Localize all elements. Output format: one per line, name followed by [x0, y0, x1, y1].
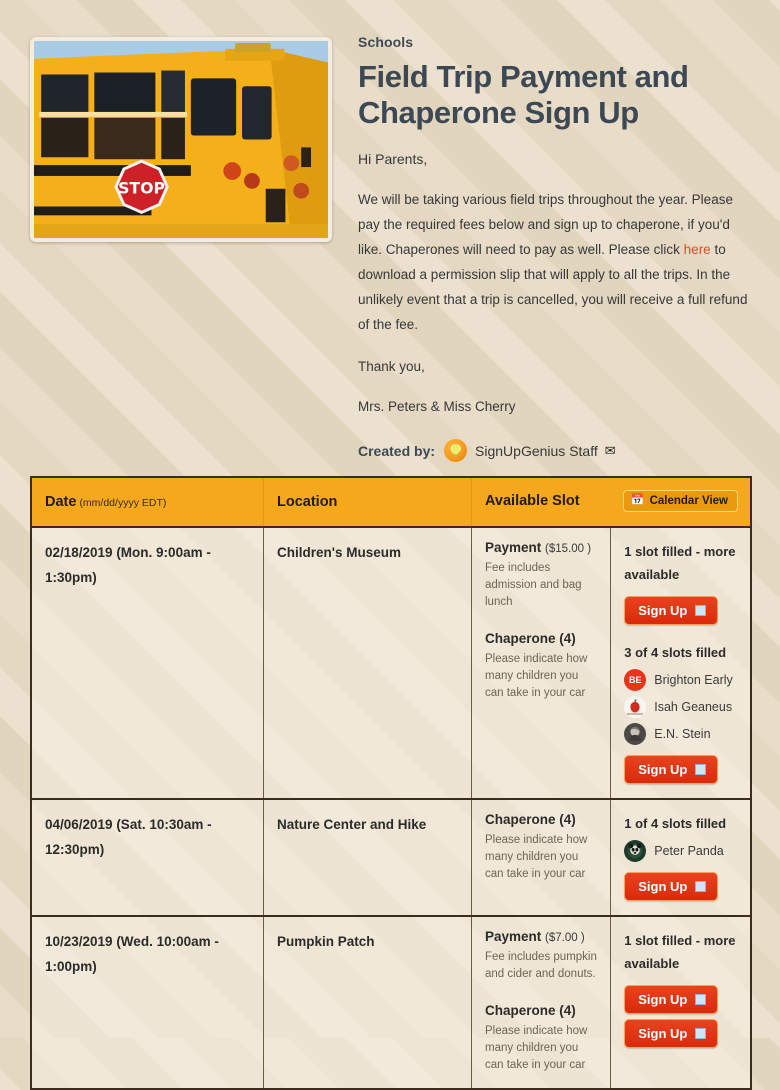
row-location-text: Children's Museum: [277, 545, 401, 560]
row-location-text: Nature Center and Hike: [277, 817, 427, 832]
signee-row: [624, 723, 738, 745]
page-header: [0, 0, 780, 462]
table-row: [32, 799, 750, 916]
slot-title: [485, 631, 598, 646]
fill-status-text: 1 slot filled - more available: [624, 544, 736, 582]
slot-title: [485, 929, 598, 944]
slot-description: Fee includes pumpkin and cider and donuts.: [485, 951, 597, 980]
column-header-date-label: Date: [45, 494, 77, 510]
avatar-photo: [624, 723, 646, 745]
fill-block: [624, 540, 738, 625]
column-header-location: Location: [264, 478, 472, 527]
slot-description: Please indicate how many children you can take in your car: [485, 834, 588, 880]
checkbox-icon: [695, 881, 706, 892]
slot-block: [485, 812, 598, 883]
sign-up-button[interactable]: [624, 872, 718, 901]
fill-block: [624, 641, 738, 784]
checkbox-icon: [695, 764, 706, 775]
slot-block: [485, 631, 598, 702]
slot-block: [485, 540, 598, 611]
row-signup-cell: [611, 527, 750, 799]
avatar-initials: BE: [624, 669, 646, 691]
signup-table: [32, 478, 750, 1090]
slot-title-label: Payment: [485, 929, 542, 944]
slot-title-label: Chaperone (4): [485, 631, 576, 646]
table-body: [32, 527, 750, 1089]
checkbox-icon: [695, 994, 706, 1005]
column-header-available-slot: [472, 478, 751, 527]
row-date-cell: [32, 799, 264, 916]
slot-title: [485, 1003, 598, 1018]
sign-up-button-label: Sign Up: [638, 1026, 688, 1041]
created-by-name: SignUpGenius Staff: [475, 442, 598, 459]
slot-description: Please indicate how many children you can take in your car: [485, 653, 588, 699]
signupgenius-lightbulb-logo-icon: [444, 439, 467, 462]
table-header-row: [32, 478, 750, 527]
sign-up-button-label: Sign Up: [638, 762, 688, 777]
created-by-row: [358, 439, 752, 462]
svg-text:STOP: STOP: [118, 178, 166, 198]
table-head: [32, 478, 750, 527]
slot-title-label: Chaperone (4): [485, 812, 576, 827]
row-location-text: Pumpkin Patch: [277, 934, 375, 949]
slot-title-label: Payment: [485, 540, 542, 555]
signee-name: Brighton Early: [654, 673, 733, 687]
slot-title-label: Chaperone (4): [485, 1003, 576, 1018]
person-photo-icon: [624, 723, 646, 745]
slot-block: [485, 929, 598, 983]
signature-text: Mrs. Peters & Miss Cherry: [358, 399, 516, 414]
calendar-icon: 📅: [630, 494, 645, 506]
signup-table-container: [30, 476, 752, 1090]
hero-image-container: [30, 32, 332, 462]
school-bus-illustration: [34, 41, 328, 238]
sign-up-button[interactable]: [624, 985, 718, 1014]
avatar-apple-icon: [624, 696, 646, 718]
calendar-view-button-label: Calendar View: [649, 494, 728, 507]
table-row: [32, 527, 750, 799]
row-slots-cell: [472, 916, 611, 1089]
sign-up-button[interactable]: [624, 755, 718, 784]
sign-up-button-label: Sign Up: [638, 992, 688, 1007]
created-by-label: Created by:: [358, 442, 436, 459]
signee-row: [624, 696, 738, 718]
fill-status-text: 3 of 4 slots filled: [624, 645, 727, 660]
fill-block: [624, 929, 738, 1048]
sign-up-button-label: Sign Up: [638, 603, 688, 618]
slot-description: Please indicate how many children you can take in your car: [485, 1025, 588, 1071]
row-date-text: 02/18/2019 (Mon. 9:00am - 1:30pm): [45, 545, 211, 585]
envelope-icon[interactable]: ✉: [604, 443, 616, 458]
intro-paragraph: [358, 187, 752, 337]
permission-slip-link[interactable]: here: [683, 242, 711, 257]
row-location-cell: [264, 527, 472, 799]
column-header-available-slot-label: Available Slot: [485, 492, 580, 509]
checkbox-icon: [695, 605, 706, 616]
page-title: Field Trip Payment and Chaperone Sign Up: [358, 59, 689, 130]
fill-status-text: 1 of 4 slots filled: [624, 816, 727, 831]
slot-block: [485, 1003, 598, 1074]
table-row: [32, 916, 750, 1089]
sign-up-button[interactable]: [624, 596, 718, 625]
slot-title: [485, 540, 598, 555]
category-eyebrow: Schools: [358, 34, 414, 50]
checkbox-icon: [695, 1028, 706, 1039]
slot-title: [485, 812, 598, 827]
row-location-cell: [264, 916, 472, 1089]
intro-text-block: [332, 32, 752, 462]
row-signup-cell: [611, 916, 750, 1089]
row-date-cell: [32, 527, 264, 799]
row-date-text: 04/06/2019 (Sat. 10:30am - 12:30pm): [45, 817, 212, 857]
row-date-text: 10/23/2019 (Wed. 10:00am - 1:00pm): [45, 934, 219, 974]
row-location-cell: [264, 799, 472, 916]
row-slots-cell: [472, 799, 611, 916]
slot-description: Fee includes admission and bag lunch: [485, 562, 582, 608]
panda-photo-icon: [624, 840, 646, 862]
apple-icon: [624, 696, 646, 718]
fill-status-text: 1 slot filled - more available: [624, 933, 736, 971]
signee-name: E.N. Stein: [654, 727, 711, 741]
slot-price: ($15.00 ): [545, 543, 592, 555]
signee-row: [624, 669, 738, 691]
fill-block: [624, 812, 738, 901]
row-signup-cell: [611, 799, 750, 916]
sign-up-button[interactable]: [624, 1019, 718, 1048]
intro-paragraph-part2: to download a permission slip that will apply to all the trips. In the unlikely event that a trip is cancelled, you will receive a full refund of the fee.: [358, 242, 748, 332]
signee-name: Isah Geaneus: [654, 700, 733, 714]
calendar-view-button[interactable]: [623, 490, 738, 512]
greeting-text: Hi Parents,: [358, 151, 428, 167]
intro-paragraph-part1: We will be taking various field trips throughout the year. Please pay the required fees below and sign up to chaperone, if you'd like. Chaperones will need to pay as well. Please click: [358, 192, 733, 257]
lightbulb-icon: [448, 443, 463, 458]
column-header-date-format: (mm/dd/yyyy EDT): [79, 497, 167, 509]
column-header-date: [32, 478, 264, 527]
signee-name: Peter Panda: [654, 844, 724, 858]
thank-you-text: Thank you,: [358, 359, 425, 374]
signee-row: [624, 840, 738, 862]
sign-up-button-label: Sign Up: [638, 879, 688, 894]
row-slots-cell: [472, 527, 611, 799]
avatar-panda: [624, 840, 646, 862]
school-bus-photo: [30, 37, 332, 242]
slot-price: ($7.00 ): [545, 932, 585, 944]
row-date-cell: [32, 916, 264, 1089]
